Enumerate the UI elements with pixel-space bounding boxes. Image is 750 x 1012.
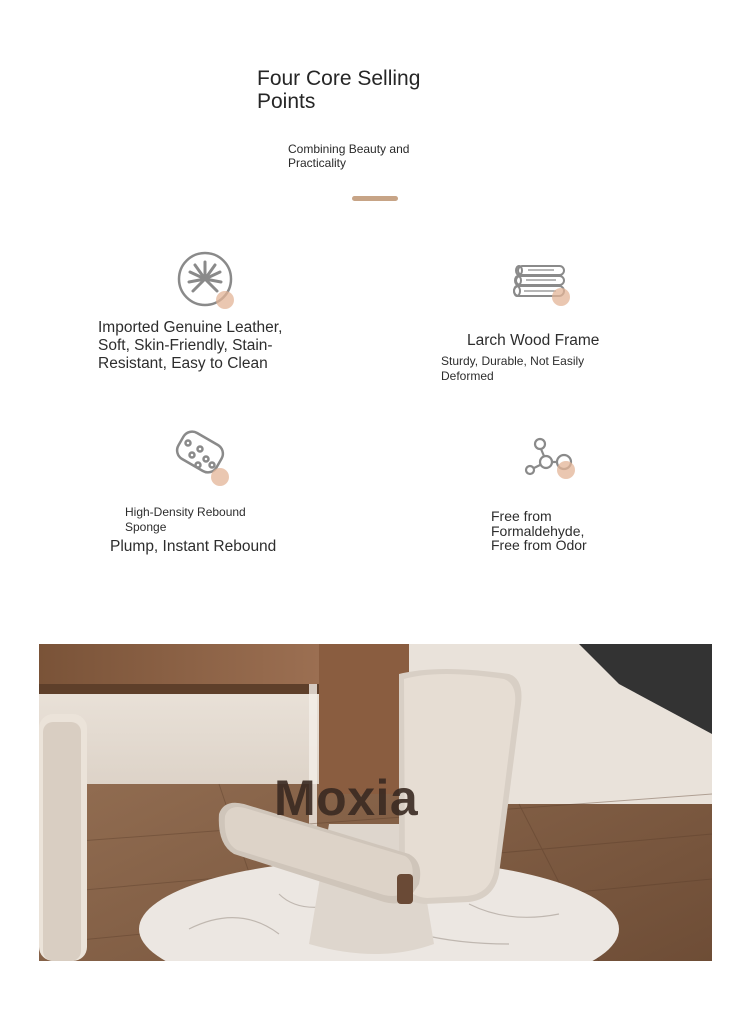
feature-wood-subtitle: Sturdy, Durable, Not Easily Deformed — [441, 354, 585, 383]
feature-wood-title: Larch Wood Frame — [467, 332, 600, 349]
sponge-icon — [168, 427, 232, 496]
product-photo — [39, 644, 712, 961]
accent-divider — [352, 196, 398, 201]
leather-icon — [174, 248, 238, 317]
molecule-icon — [520, 432, 584, 501]
brand-name: Moxia — [274, 770, 419, 826]
feature-leather-title: Imported Genuine Leather, Soft, Skin-Friendly, Stain-Resistant, Easy to Clean — [98, 319, 283, 372]
section-subtitle: Combining Beauty and Practicality — [288, 142, 410, 170]
feature-sponge-subtitle: High-Density Rebound Sponge — [125, 505, 246, 534]
feature-sponge-title: Plump, Instant Rebound — [110, 538, 277, 555]
wood-logs-icon — [510, 256, 574, 325]
section-title: Four Core Selling Points — [257, 67, 421, 113]
feature-formaldehyde-title: Free from Formaldehyde, Free from Odor — [491, 508, 587, 553]
